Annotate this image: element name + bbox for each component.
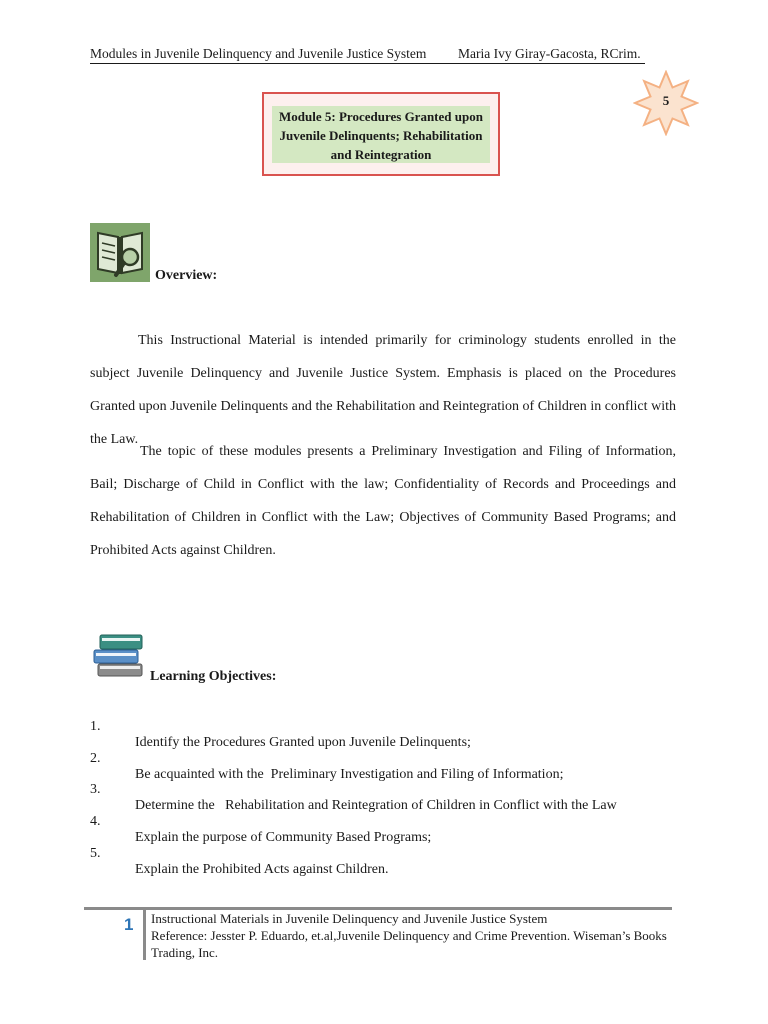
module-number: 5 (662, 93, 670, 108)
module-title-line: Module 5: Procedures Granted upon (279, 109, 483, 124)
module-title-line: Juvenile Delinquents; Rehabilitation (279, 128, 483, 143)
overview-paragraph-text: The topic of these modules presents a Preliminary Investigation and Filing of Information, Bail; Discharge of Child in Conflict with the law; Confidentiality of Records and Proceedings and Rehabilitation of Children in Conflict with the Law; Objectives of Community Based Programs; and Prohibited Acts against Children. (90, 444, 676, 558)
overview-heading: Overview: (155, 268, 218, 283)
page-number: 1 (124, 915, 134, 934)
objective-text: Be acquainted with the Preliminary Investigation and Filing of Information; (135, 767, 564, 782)
objective-text: Identify the Procedures Granted upon Juvenile Delinquents; (135, 735, 471, 750)
objective-number: 4. (90, 814, 101, 829)
footer-reference: Reference: Jesster P. Eduardo, et.al,Juvenile Delinquency and Crime Prevention. Wiseman’s Books Trading, Inc. (151, 928, 667, 960)
overview-paragraph-text: This Instructional Material is intended primarily for criminology students enrolled in the subject Juvenile Delinquency and Juvenile Justice System. Emphasis is placed on the Procedures Granted upon Juvenile Delinquents and the Rehabilitation and Reintegration of Children in conflict with the Law. (90, 333, 676, 447)
footer-line: Instructional Materials in Juvenile Delinquency and Juvenile Justice System (151, 911, 548, 926)
overview-paragraph (90, 435, 676, 567)
learning-objectives-heading: Learning Objectives: (150, 669, 277, 684)
header-author: Maria Ivy Giray-Gacosta, RCrim. (458, 46, 641, 61)
objective-number: 1. (90, 719, 101, 734)
book-stack-icon (92, 630, 146, 680)
module-title (272, 106, 490, 163)
footer-text (151, 910, 671, 961)
objective-text: Determine the Rehabilitation and Reintegration of Children in Conflict with the Law (135, 798, 617, 813)
objective-number: 2. (90, 751, 101, 766)
objective-text: Explain the purpose of Community Based Programs; (135, 830, 432, 845)
objective-number: 3. (90, 782, 101, 797)
objective-text: Explain the Prohibited Acts against Children. (135, 862, 389, 877)
header-course-title: Modules in Juvenile Delinquency and Juvenile Justice System (90, 46, 427, 61)
module-title-line: and Reintegration (330, 147, 432, 162)
book-magnifier-icon (90, 223, 150, 282)
objective-number: 5. (90, 846, 101, 861)
module-title-box (262, 92, 500, 176)
page-header (90, 46, 645, 64)
footer-vertical-divider (143, 910, 146, 960)
